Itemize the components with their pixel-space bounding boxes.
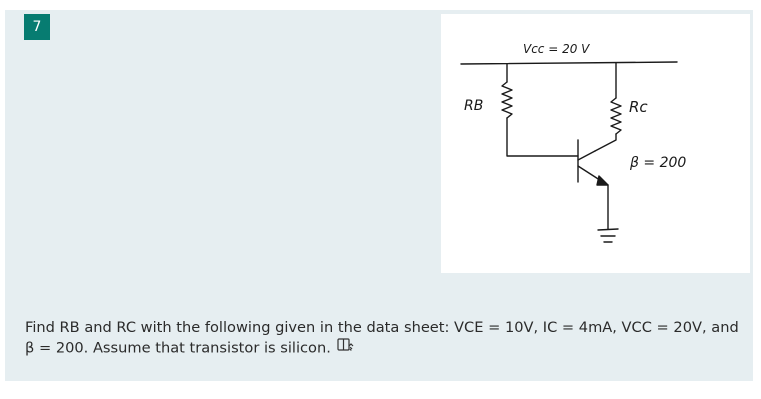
question-text: Find RB and RC with the following given in the data sheet: VCE = 10V, IC = 4mA, VCC = 20V, and β = 200. Assume that transistor is silicon. <box>25 319 739 357</box>
rb-label: RB <box>464 98 484 114</box>
vcc-label: Vcc = 20 V <box>523 42 590 56</box>
circuit-figure <box>441 14 750 273</box>
vcc-rail <box>461 62 677 64</box>
circuit-diagram <box>441 14 750 273</box>
rb-resistor <box>502 82 512 118</box>
question-number-badge: 7 <box>24 14 50 40</box>
rc-resistor <box>611 98 621 134</box>
question-text-block <box>25 318 745 359</box>
rc-label: Rc <box>629 98 648 116</box>
immersive-reader-icon[interactable] <box>337 338 354 359</box>
beta-label: β = 200 <box>630 155 687 171</box>
